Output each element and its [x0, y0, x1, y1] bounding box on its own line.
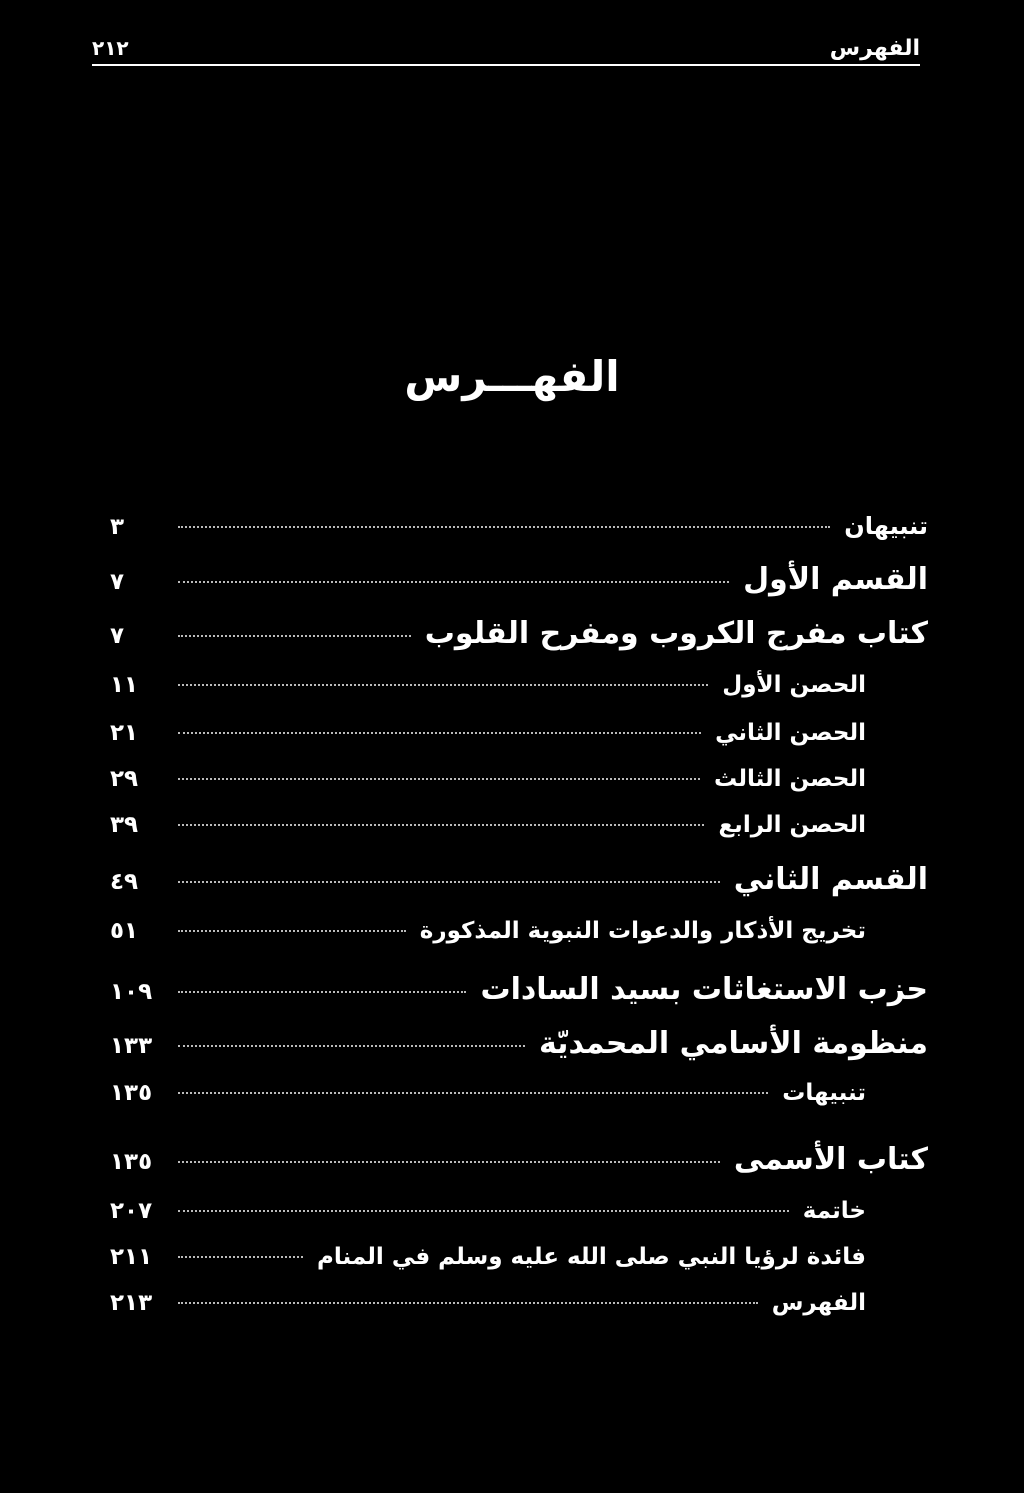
toc-entry[interactable]: [110, 1142, 928, 1177]
toc-entry-page: ١٣٥: [110, 1080, 153, 1106]
leader-dots: [178, 930, 406, 932]
toc-entry[interactable]: [110, 1080, 928, 1106]
toc-entry[interactable]: [110, 1198, 928, 1224]
toc-entry[interactable]: [110, 1290, 928, 1316]
page-header: [92, 28, 920, 68]
toc-entry-page: ٢١١: [110, 1244, 153, 1270]
toc-entry[interactable]: [110, 1026, 928, 1061]
toc-entry-label: الحصن الثاني: [715, 720, 866, 746]
leader-dots: [178, 1092, 768, 1094]
toc-entry-page: ٣٩: [110, 812, 139, 838]
page-title: الفهـــرس: [404, 352, 620, 401]
toc-entry[interactable]: [110, 562, 928, 597]
toc-entry[interactable]: [110, 1244, 928, 1270]
leader-dots: [178, 684, 708, 686]
toc-entry-label: الحصن الأول: [722, 672, 866, 698]
toc-entry-page: ٢١٣: [110, 1290, 153, 1316]
leader-dots: [178, 881, 720, 883]
toc-entry[interactable]: [110, 616, 928, 651]
toc-entry-label: الحصن الرابع: [718, 812, 866, 838]
leader-dots: [178, 732, 701, 734]
toc-entry[interactable]: [110, 672, 928, 698]
toc-entry[interactable]: [110, 766, 928, 792]
running-title: الفهرس: [829, 35, 920, 61]
toc-entry-page: ٧: [110, 569, 125, 595]
toc-entry-label: القسم الثاني: [733, 862, 928, 897]
toc-entry-label: تنبيهات: [782, 1080, 866, 1106]
toc-entry[interactable]: [110, 720, 928, 746]
leader-dots: [178, 635, 411, 637]
toc-entry-label: كتاب مفرج الكروب ومفرح القلوب: [424, 616, 928, 651]
toc-entry-label: تنبيهان: [844, 512, 928, 540]
toc-entry-page: ٥١: [110, 918, 139, 944]
toc-entry-label: خاتمة: [802, 1198, 866, 1224]
toc-entry-label: الحصن الثالث: [714, 766, 866, 792]
toc-entry-page: ٧: [110, 623, 125, 649]
toc-entry-page: ٣: [110, 514, 125, 540]
toc-entry-label: تخريج الأذكار والدعوات النبوية المذكورة: [419, 918, 866, 944]
leader-dots: [178, 581, 729, 583]
leader-dots: [178, 526, 830, 528]
toc-entry[interactable]: [110, 862, 928, 897]
toc-entry-label: الفهرس: [771, 1290, 866, 1316]
toc-entry[interactable]: [110, 812, 928, 838]
toc-entry[interactable]: [110, 972, 928, 1007]
toc-entry-page: ١٣٣: [110, 1033, 153, 1059]
toc-entry-page: ٢١: [110, 720, 139, 746]
toc-entry[interactable]: [110, 918, 928, 944]
leader-dots: [178, 1302, 758, 1304]
page-number: ٢١٢: [92, 36, 129, 60]
leader-dots: [178, 1161, 720, 1163]
leader-dots: [178, 778, 700, 780]
toc-entry-page: ١٣٥: [110, 1149, 153, 1175]
leader-dots: [178, 824, 704, 826]
leader-dots: [178, 991, 466, 993]
toc-entry-label: فائدة لرؤيا النبي صلى الله عليه وسلم في المنام: [316, 1244, 866, 1270]
toc-entry-page: ٤٩: [110, 869, 139, 895]
toc-entry-page: ٢٩: [110, 766, 139, 792]
toc-entry-label: القسم الأول: [743, 562, 928, 597]
leader-dots: [178, 1256, 303, 1258]
toc-entry-page: ٢٠٧: [110, 1198, 153, 1224]
toc-entry-label: كتاب الأسمى: [733, 1142, 928, 1177]
leader-dots: [178, 1045, 525, 1047]
toc-entry[interactable]: [110, 512, 928, 540]
toc-entry-label: حزب الاستغاثات بسيد السادات: [480, 972, 928, 1007]
toc-entry-label: منظومة الأسامي المحمديّة: [538, 1026, 928, 1061]
leader-dots: [178, 1210, 789, 1212]
toc-entry-page: ١٠٩: [110, 979, 153, 1005]
toc-entry-page: ١١: [110, 672, 139, 698]
header-rule: [92, 64, 920, 66]
